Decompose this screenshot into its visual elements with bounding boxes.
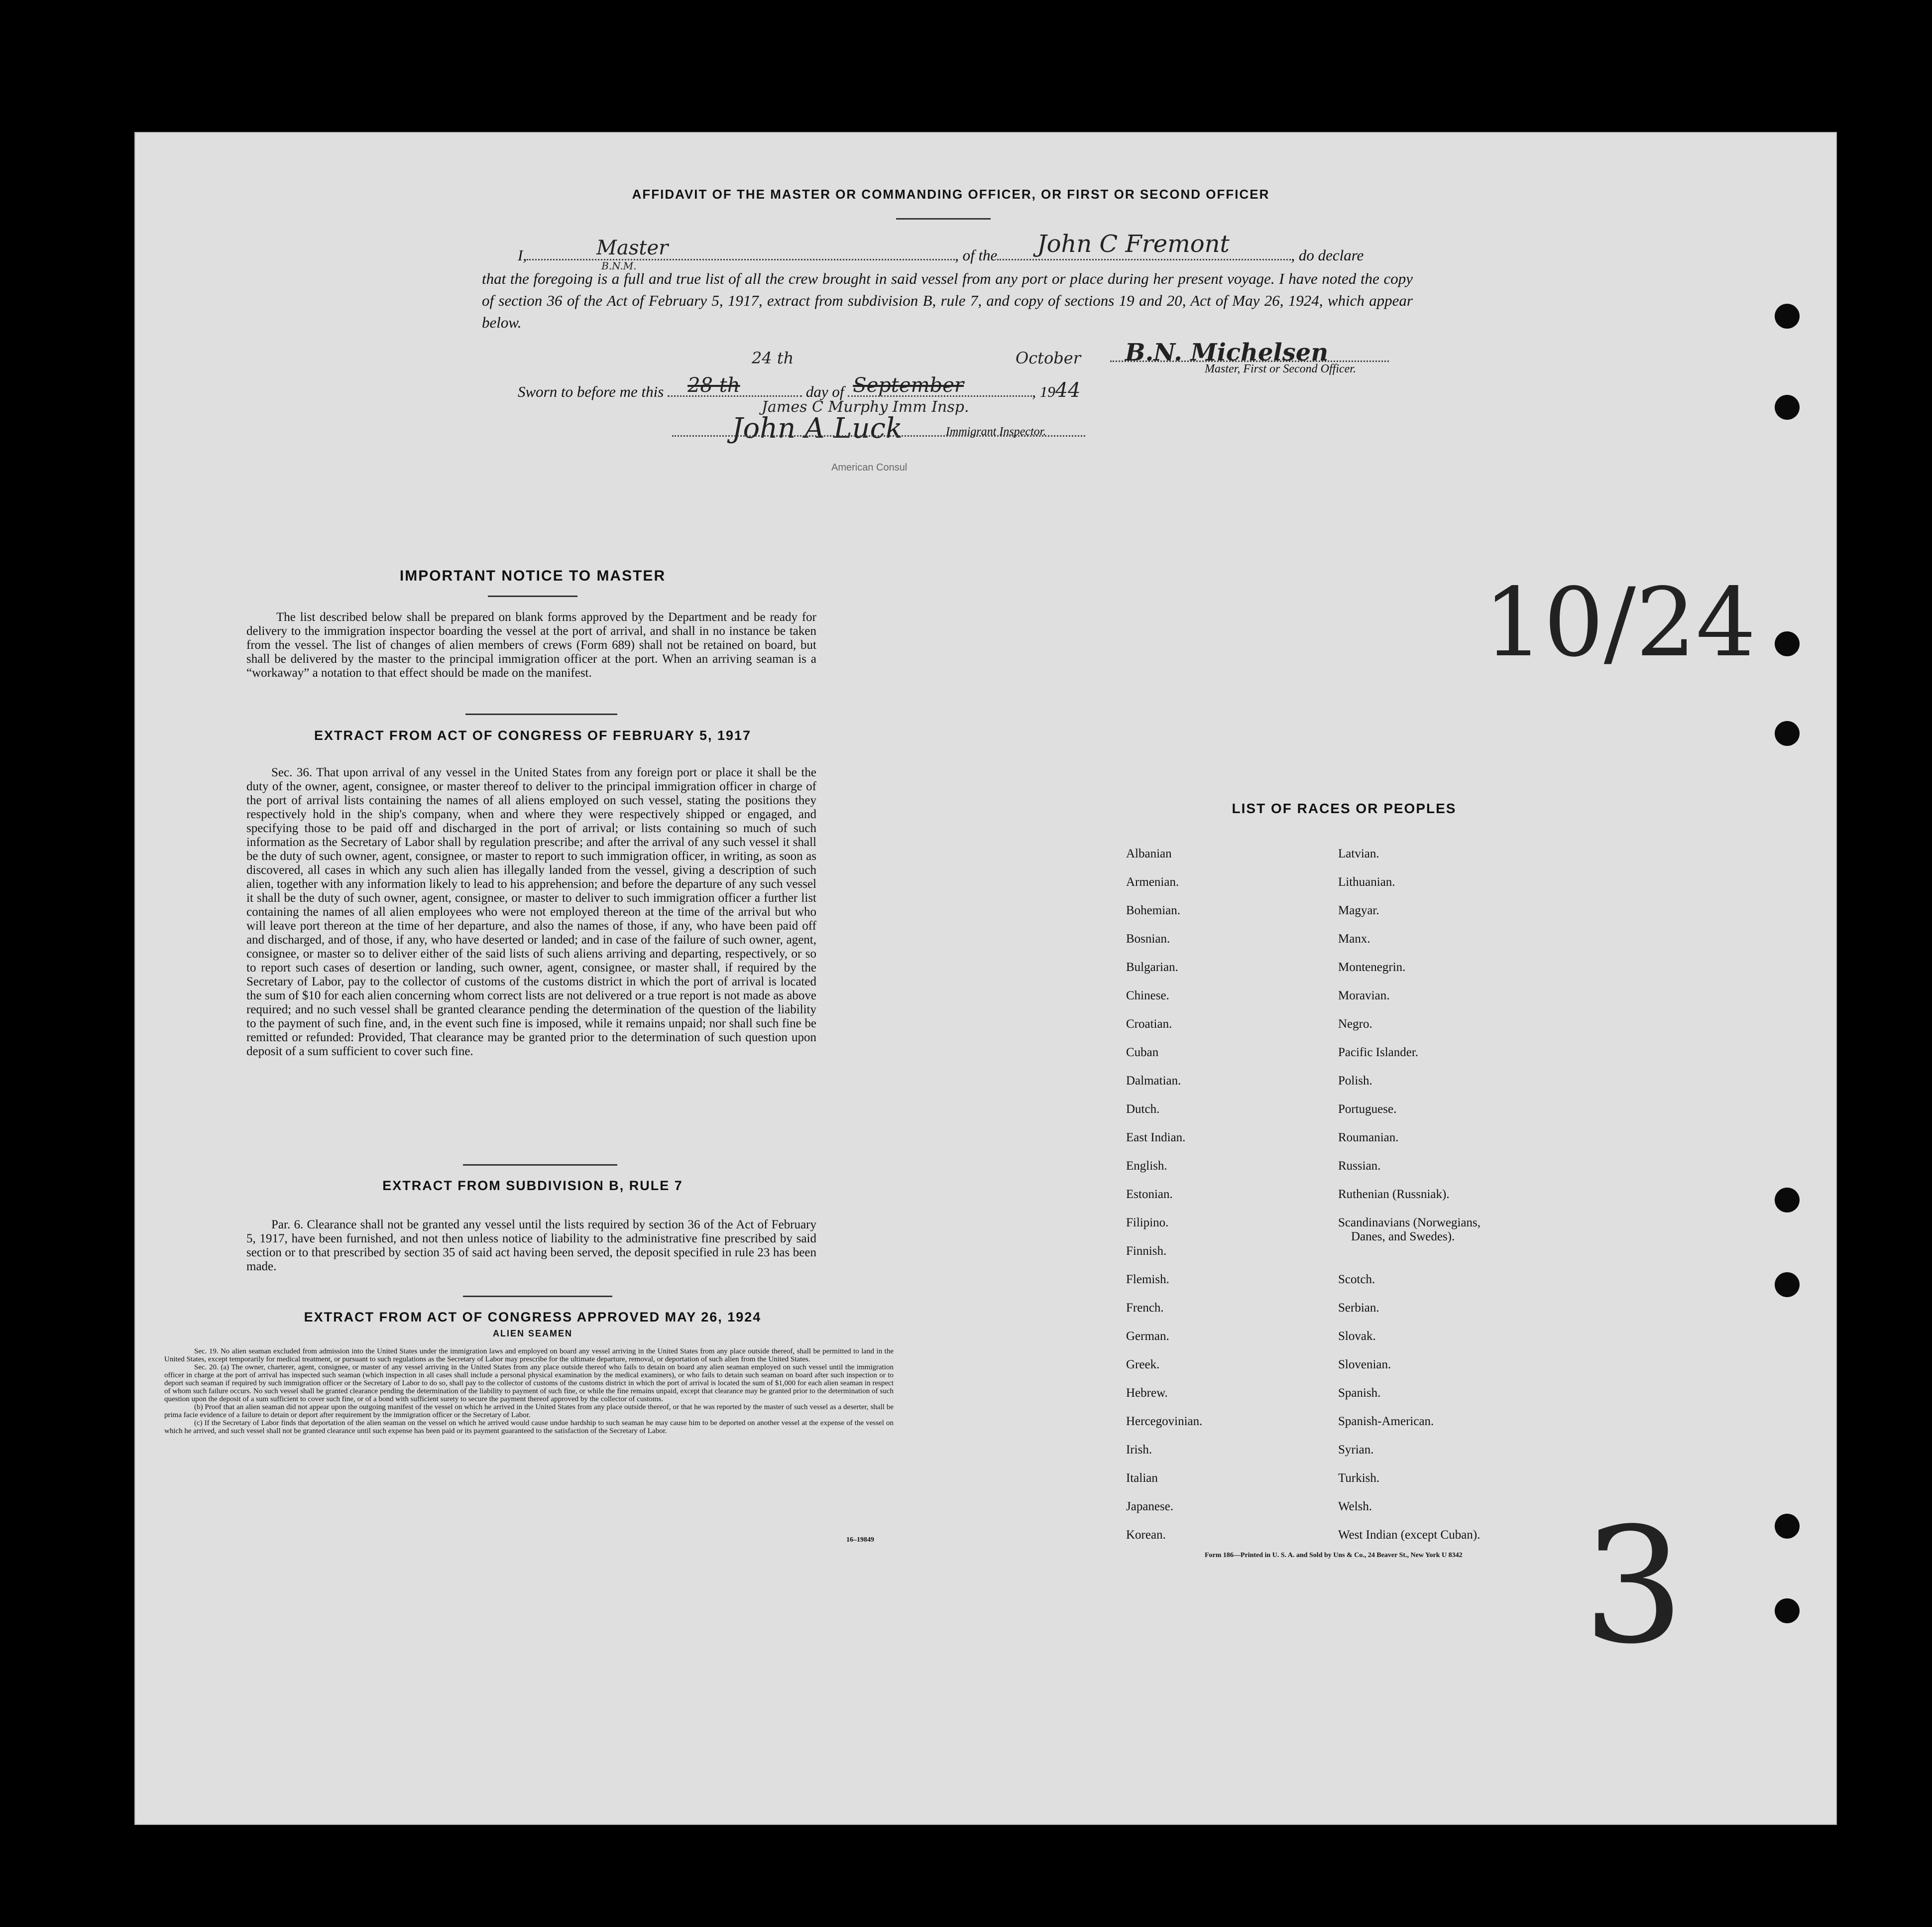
race-list-item: Cuban: [1126, 1046, 1159, 1059]
inspector-signature-1: James C Murphy Imm Insp.: [762, 398, 969, 416]
race-list-item: Montenegrin.: [1338, 961, 1406, 974]
race-list-item: Albanian: [1126, 847, 1172, 860]
race-list-item: Slovak.: [1338, 1329, 1376, 1343]
notice-rule: [488, 596, 577, 597]
sworn-year-prefix: , 19: [1032, 383, 1055, 400]
race-list-item: Turkish.: [1338, 1471, 1380, 1485]
punch-hole: [1775, 631, 1800, 656]
punch-hole: [1775, 721, 1800, 746]
race-list-item: Slovenian.: [1338, 1358, 1391, 1371]
act-1924-sec-20a: Sec. 20. (a) The owner, charterer, agent, consignee, or master of any vessel arriving in the United States from any place outside thereof who fails to detain on board any alien seaman employed on such vessel until the immigration officer in charge at the port of arrival has inspected such seaman (which inspection in all cases shall include a personal physical examination by the medical examiners), or who fails to detain such seaman on board after such inspection or to deport such seaman if required by such immigration officer or the Secretary of Labor to do so, shall pay to the collector of customs of the customs district in which the port of arrival is located the sum of $1,000 for each alien seaman in respect of whom such failure occurs. No such vessel shall be granted clearance pending the determination of the liability to payment of such fine, or while the fine remains unpaid, except that clearance may be granted prior to the determination of such question upon the deposit of a sum sufficient to cover such fine, or of a bond with sufficient surety to secure the payment thereof approved by the collector of customs.: [164, 1363, 894, 1403]
race-list-item: Moravian.: [1338, 989, 1390, 1002]
punch-hole: [1775, 1188, 1800, 1212]
punch-hole: [1775, 1598, 1800, 1623]
race-list-item: Armenian.: [1126, 875, 1179, 889]
punch-hole: [1775, 395, 1800, 420]
race-list-item: Scotch.: [1338, 1273, 1375, 1286]
rule-7-body: Par. 6. Clearance shall not be granted any vessel until the lists required by section 36 of the Act of February 5, 1917, have been furnished, and not then unless notice of liability to the administrative fine prescribed by said section or to that prescribed by section 35 of said act having been served, the deposit specified in rule 23 has been made.: [246, 1218, 816, 1273]
race-list-item: Manx.: [1338, 932, 1370, 946]
act-1924-subtitle: ALIEN SEAMEN: [492, 1328, 572, 1338]
race-list-item: Syrian.: [1338, 1443, 1374, 1456]
act-1924-sec-19: Sec. 19. No alien seaman excluded from admission into the United States under the immigration laws and employed on board any vessel arriving in the United States from any place outside thereof, shall be permitted to land in the United States, except temporarily for medical treatment, or pursuant to such regulations as the Secretary of Labor may prescribe for the ultimate departure, removal, or deportation of such alien from the United States.: [164, 1347, 894, 1363]
race-list-item: Italian: [1126, 1471, 1158, 1485]
master-signature: B.N. Michelsen: [1125, 339, 1329, 366]
race-list-item: Filipino.: [1126, 1216, 1169, 1229]
race-list-item: Irish.: [1126, 1443, 1152, 1456]
race-list-item: Croatian.: [1126, 1017, 1172, 1031]
race-list-item: Serbian.: [1338, 1301, 1379, 1315]
race-list-item-continuation: Danes, and Swedes).: [1351, 1230, 1455, 1243]
race-list-item: German.: [1126, 1329, 1169, 1343]
sworn-month-struck: September: [853, 374, 964, 397]
race-list-item: Ruthenian (Russniak).: [1338, 1188, 1450, 1201]
sworn-label: Sworn to before me this: [518, 383, 664, 400]
race-list-item: Greek.: [1126, 1358, 1160, 1371]
master-caption: Master, First or Second Officer.: [1205, 362, 1356, 375]
race-list-item: Pacific Islander.: [1338, 1046, 1419, 1059]
sworn-day-struck: 28 th: [687, 374, 740, 397]
race-list-item: Spanish-American.: [1338, 1415, 1434, 1428]
race-list-item: Dutch.: [1126, 1102, 1160, 1116]
of-the-label: , of the: [955, 246, 998, 264]
section-rule: [465, 714, 617, 715]
do-declare-label: , do declare: [1291, 246, 1364, 264]
race-list-item: East Indian.: [1126, 1131, 1186, 1144]
race-list-item: Polish.: [1338, 1074, 1372, 1087]
race-list-item: Roumanian.: [1338, 1131, 1399, 1144]
race-list-item: Lithuanian.: [1338, 875, 1395, 889]
i-label: I,: [518, 246, 527, 264]
races-title: LIST OF RACES OR PEOPLES: [1232, 801, 1457, 816]
affidavit-title: AFFIDAVIT OF THE MASTER OR COMMANDING OFFICER, OR FIRST OR SECOND OFFICER: [632, 187, 1270, 202]
race-list-item: Scandinavians (Norwegians,: [1338, 1216, 1481, 1229]
rule-7-title: EXTRACT FROM SUBDIVISION B, RULE 7: [382, 1178, 683, 1193]
page-number-annotation: 3: [1583, 1494, 1685, 1679]
section-rule: [463, 1296, 612, 1297]
race-list-item: Magyar.: [1338, 904, 1379, 917]
race-list-item: English.: [1126, 1159, 1167, 1173]
affidavit-declaration-line: [518, 230, 1414, 272]
sworn-year: 44: [1055, 379, 1081, 402]
race-list-item: Korean.: [1126, 1528, 1166, 1542]
race-list-item: Welsh.: [1338, 1500, 1372, 1513]
race-list-item: Spanish.: [1338, 1386, 1381, 1400]
race-list-item: Japanese.: [1126, 1500, 1174, 1513]
consul-stamp: American Consul: [831, 462, 908, 473]
race-list-item: Bosnian.: [1126, 932, 1170, 946]
race-list-item: Latvian.: [1338, 847, 1379, 860]
race-list-item: Portuguese.: [1338, 1102, 1397, 1116]
officer-title-value: Master: [596, 237, 669, 259]
print-code: 16–19849: [846, 1536, 874, 1544]
punch-hole: [1775, 1514, 1800, 1539]
act-1924-sections: [164, 1347, 894, 1435]
punch-hole: [1775, 304, 1800, 329]
affidavit-body: that the foregoing is a full and true list of all the crew brought in said vessel from any port or place during her present voyage. I have noted the copy of section 36 of the Act of February 5, 1917, extract from subdivision B, rule 7, and copy of sections 19 and 20, Act of May 26, 1924, which appear below.: [482, 270, 1413, 331]
race-list-item: Flemish.: [1126, 1273, 1169, 1286]
act-1917-title: EXTRACT FROM ACT OF CONGRESS OF FEBRUARY 5, 1917: [314, 728, 752, 743]
sworn-month-corrected: October: [1016, 349, 1081, 367]
notice-title: IMPORTANT NOTICE TO MASTER: [399, 568, 666, 584]
act-1924-sec-20b: (b) Proof that an alien seaman did not appear upon the outgoing manifest of the vessel on which he arrived in the United States from any place outside thereof, or that he was reported by the master of such vessel as a deserter, shall be prima facie evidence of a failure to detain or deport after requirement by the immigration officer or the Secretary of Labor.: [164, 1403, 894, 1419]
race-list-item: Dalmatian.: [1126, 1074, 1181, 1087]
race-list-item: Bohemian.: [1126, 904, 1181, 917]
inspector-signature-2: John A Luck: [732, 412, 903, 445]
section-rule: [463, 1164, 617, 1166]
date-annotation: 10/24: [1483, 568, 1756, 678]
race-list-item: Estonian.: [1126, 1188, 1173, 1201]
race-list-item: West Indian (except Cuban).: [1338, 1528, 1480, 1542]
race-list-item: Russian.: [1338, 1159, 1381, 1173]
race-list-item: Bulgarian.: [1126, 961, 1178, 974]
act-1924-sec-20c: (c) If the Secretary of Labor finds that deportation of the alien seaman on the vessel on which he arrived would cause undue hardship to such seaman he may cause him to be deported on another vessel at the expense of the vessel on which he arrived, and such vessel shall not be granted clearance until such expense has been paid or its payment guaranteed to the satisfaction of the Secretary of Labor.: [164, 1419, 894, 1435]
day-of-label: day of: [805, 383, 844, 400]
officer-title-note: B.N.M.: [601, 260, 637, 272]
act-1917-body: Sec. 36. That upon arrival of any vessel in the United States from any foreign port or place it shall be the duty of the owner, agent, consignee, or master thereof to deliver to the principal immigration officer in charge of the port of arrival lists containing the names of all aliens employed on such vessel, stating the positions they respectively hold in the ship's company, when and where they were respectively shipped or engaged, and specifying those to be paid off and discharged in the port of arrival; or lists containing so much of such information as the Secretary of Labor shall by regulation prescribe; and after the arrival of any such vessel it shall be the duty of such owner, agent, consignee, or master to report to such immigration officer, in writing, as soon as discovered, all cases in which any such alien has illegally landed from the vessel, giving a description of such alien, together with any information likely to lead to his apprehension; and before the departure of any such vessel it shall be the duty of such owner, agent, consignee, or master to deliver to such immigration officer a further list containing the names of all alien employees who were not employed thereon at the time of the arrival but who will leave port thereon at the time of her departure, and also the names of those, if any, who have been paid off and discharged, and of those, if any, who have deserted or landed; and in case of the failure of such owner, agent, consignee, or master so to deliver either of the said lists of such aliens arriving and departing, respectively, or so to report such cases of desertion or landing, such owner, agent, consignee, or master shall, if required by the Secretary of Labor, pay to the collector of customs of the customs district in which the port of arrival is located the sum of $10 for each alien concerning whom correct lists are not delivered or a true report is not made as above required; and no such vessel shall be granted clearance pending the determination of the question of the liability to the payment of such fine, and, in the event such fine is imposed, while it remains unpaid; nor shall such fine be remitted or refunded: Provided, That clearance may be granted prior to the determination of such question upon deposit of a sum sufficient to cover such fine.: [246, 766, 816, 1058]
race-list-item: Finnish.: [1126, 1244, 1167, 1258]
affidavit-rule: [896, 218, 991, 220]
punch-hole: [1775, 1272, 1800, 1297]
inspector-caption: Immigrant Inspector.: [946, 425, 1046, 438]
race-list-item: Hercegovinian.: [1126, 1415, 1203, 1428]
form-footnote: Form 186—Printed in U. S. A. and Sold by Uns & Co., 24 Beaver St., New York U 8342: [1205, 1552, 1463, 1559]
race-list-item: Chinese.: [1126, 989, 1169, 1002]
race-list-item: French.: [1126, 1301, 1164, 1315]
act-1924-title: EXTRACT FROM ACT OF CONGRESS APPROVED MAY 26, 1924: [304, 1310, 762, 1325]
race-list-item: Negro.: [1338, 1017, 1372, 1031]
vessel-name: John C Fremont: [1037, 230, 1230, 258]
notice-body: The list described below shall be prepared on blank forms approved by the Department and be ready for delivery to the immigration inspector boarding the vessel at the port of arrival, and shall in no instance be taken from the vessel. The list of changes of alien members of crews (Form 689) shall not be retained on board, but shall be delivered by the master to the principal immigration officer at the port. When an arriving seaman is a “workaway” a notation to that effect should be made on the manifest.: [246, 610, 816, 680]
race-list-item: Hebrew.: [1126, 1386, 1168, 1400]
sworn-day-corrected: 24 th: [752, 349, 794, 367]
